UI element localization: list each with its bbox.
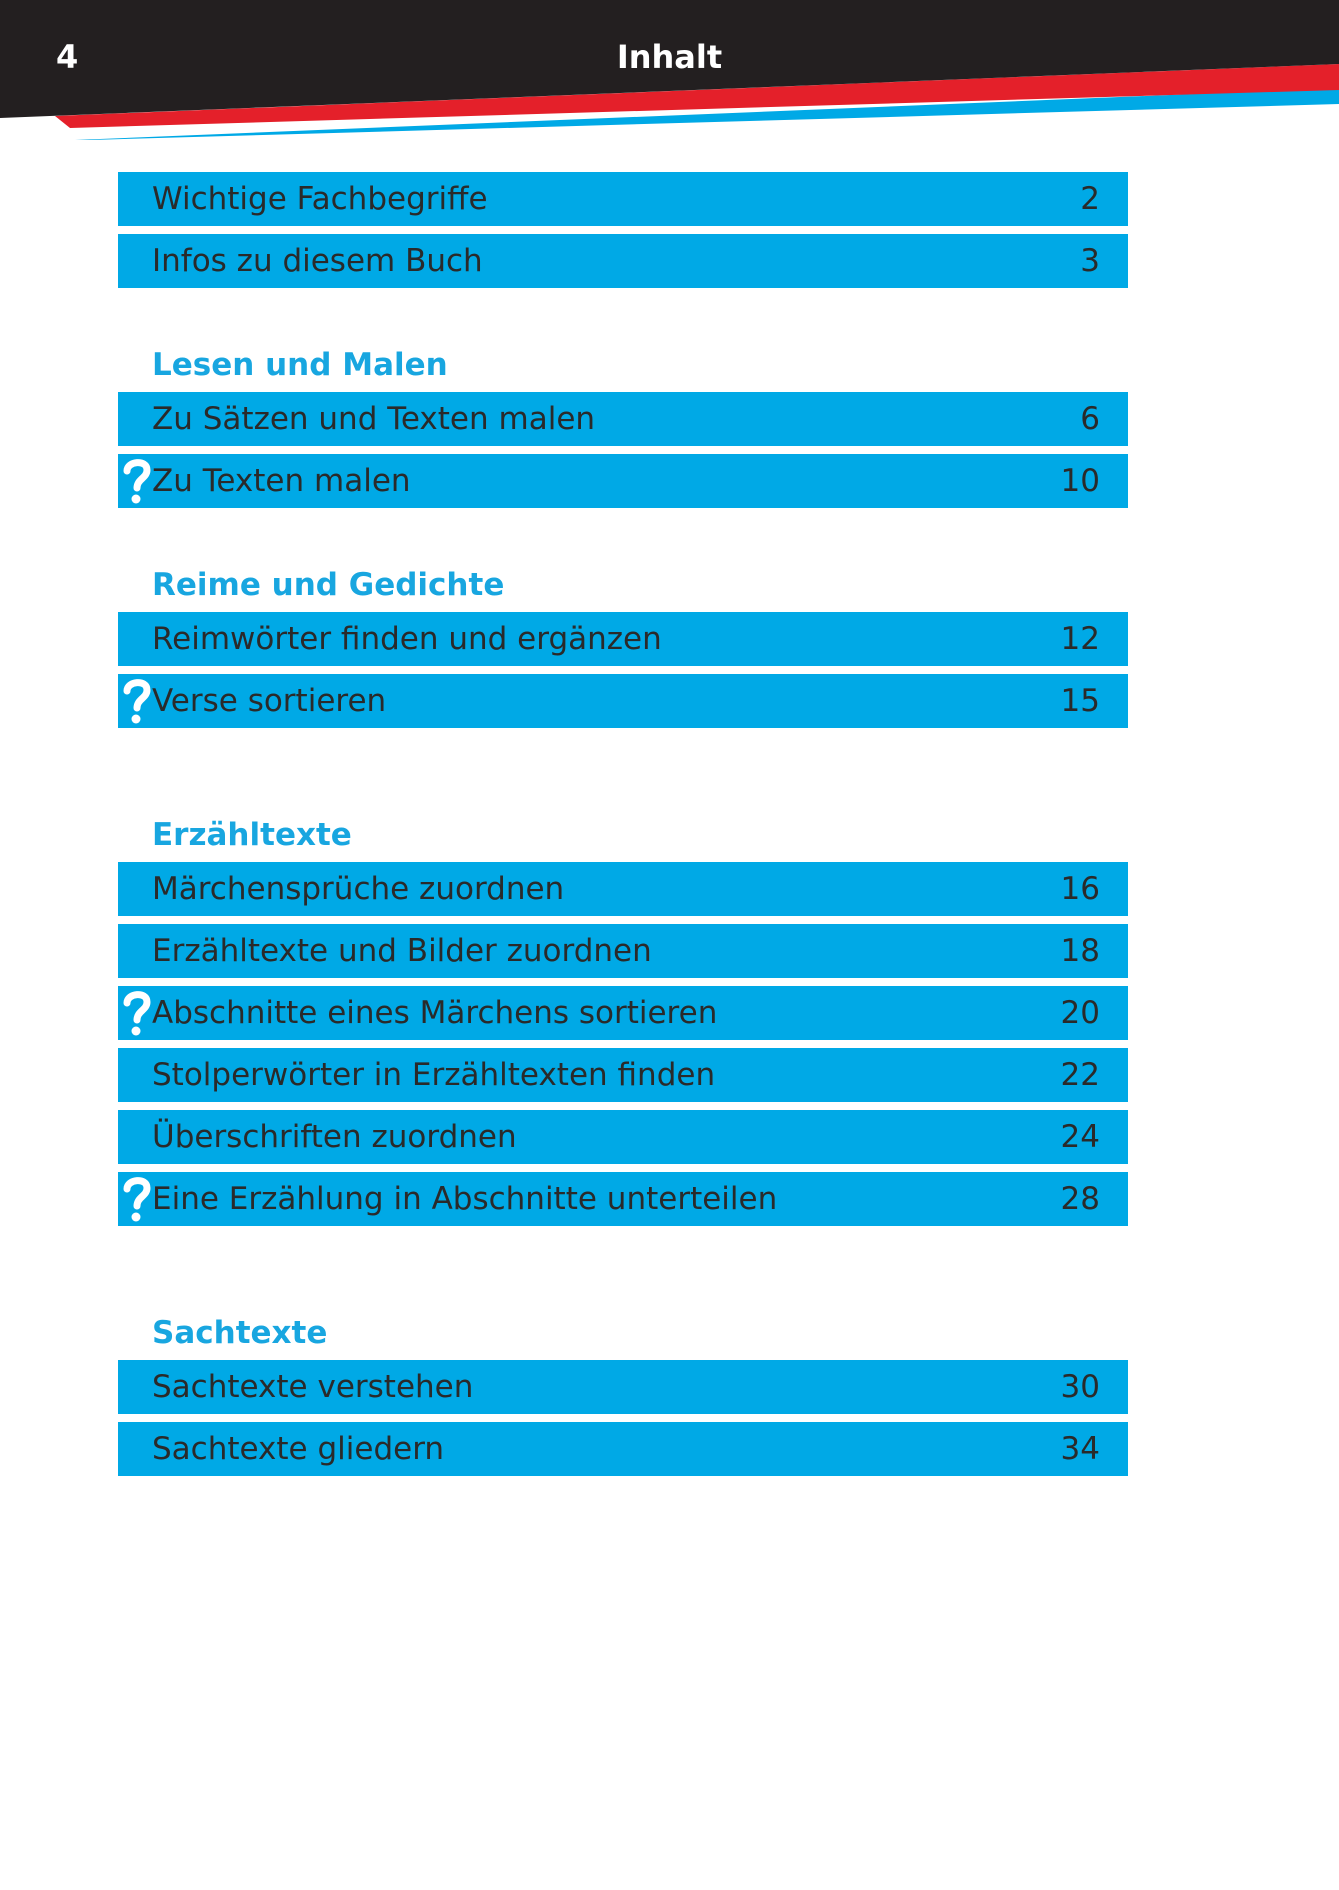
- section-title: Lesen und Malen: [152, 347, 448, 383]
- toc-entry-label: Sachtexte gliedern: [152, 1431, 445, 1467]
- toc-entry-page: 16: [1060, 871, 1100, 907]
- toc-entry-page: 15: [1060, 683, 1100, 719]
- toc-section: [118, 808, 1128, 1226]
- toc-section: [118, 1306, 1128, 1476]
- toc-entry-label: Märchensprüche zuordnen: [152, 871, 565, 907]
- toc-entry-page: 28: [1060, 1181, 1100, 1217]
- toc-entry-label: Sachtexte verstehen: [152, 1369, 474, 1405]
- toc-entry[interactable]: [118, 1422, 1128, 1476]
- toc-entry[interactable]: [118, 612, 1128, 666]
- toc-entry[interactable]: [118, 234, 1128, 288]
- toc-entry[interactable]: [118, 1172, 1128, 1226]
- toc-entry-page: 20: [1060, 995, 1100, 1031]
- toc-entry-label: Erzähltexte und Bilder zuordnen: [152, 933, 652, 969]
- question-mark-icon: [122, 677, 152, 725]
- section-title: Reime und Gedichte: [152, 567, 505, 603]
- question-mark-icon: [122, 457, 152, 505]
- toc-entry[interactable]: [118, 924, 1128, 978]
- toc-entry-page: 10: [1060, 463, 1100, 499]
- toc-section: [118, 558, 1128, 728]
- toc-entry[interactable]: [118, 1048, 1128, 1102]
- toc-section: [118, 338, 1128, 508]
- toc-entry-label: Wichtige Fachbegriffe: [152, 181, 488, 217]
- toc-entry-label: Reimwörter finden und ergänzen: [152, 621, 662, 657]
- toc-entry-page: 30: [1060, 1369, 1100, 1405]
- toc-entry[interactable]: [118, 862, 1128, 916]
- section-title: Erzähltexte: [152, 817, 352, 853]
- toc-section: [118, 172, 1128, 288]
- toc-entry[interactable]: [118, 1110, 1128, 1164]
- toc-entry-page: 22: [1060, 1057, 1100, 1093]
- toc-entry-page: 6: [1080, 401, 1100, 437]
- toc-entry-page: 12: [1060, 621, 1100, 657]
- toc-entry-label: Zu Sätzen und Texten malen: [152, 401, 596, 437]
- toc-entry-label: Eine Erzählung in Abschnitte unterteilen: [152, 1181, 778, 1217]
- toc-entry-page: 3: [1080, 243, 1100, 279]
- toc-entry[interactable]: [118, 392, 1128, 446]
- toc-entry-label: Überschriften zuordnen: [152, 1119, 517, 1155]
- toc-entry[interactable]: [118, 1360, 1128, 1414]
- toc-entry-page: 2: [1080, 181, 1100, 217]
- toc-entry-label: Infos zu diesem Buch: [152, 243, 483, 279]
- toc-entry-page: 18: [1060, 933, 1100, 969]
- question-mark-icon: [122, 989, 152, 1037]
- section-title: Sachtexte: [152, 1315, 328, 1351]
- page-number: 4: [56, 38, 79, 76]
- toc-entry-label: Stolperwörter in Erzähltexten finden: [152, 1057, 716, 1093]
- toc-entry-label: Abschnitte eines Märchens sortieren: [152, 995, 718, 1031]
- toc-entry-page: 34: [1060, 1431, 1100, 1467]
- toc-entry[interactable]: [118, 454, 1128, 508]
- table-of-contents: [118, 172, 1128, 1484]
- toc-entry-label: Verse sortieren: [152, 683, 387, 719]
- toc-entry[interactable]: [118, 674, 1128, 728]
- page-header: [0, 0, 1339, 140]
- toc-entry[interactable]: [118, 986, 1128, 1040]
- toc-entry-label: Zu Texten malen: [152, 463, 411, 499]
- question-mark-icon: [122, 1175, 152, 1223]
- page-title: Inhalt: [616, 38, 723, 76]
- toc-entry[interactable]: [118, 172, 1128, 226]
- toc-entry-page: 24: [1060, 1119, 1100, 1155]
